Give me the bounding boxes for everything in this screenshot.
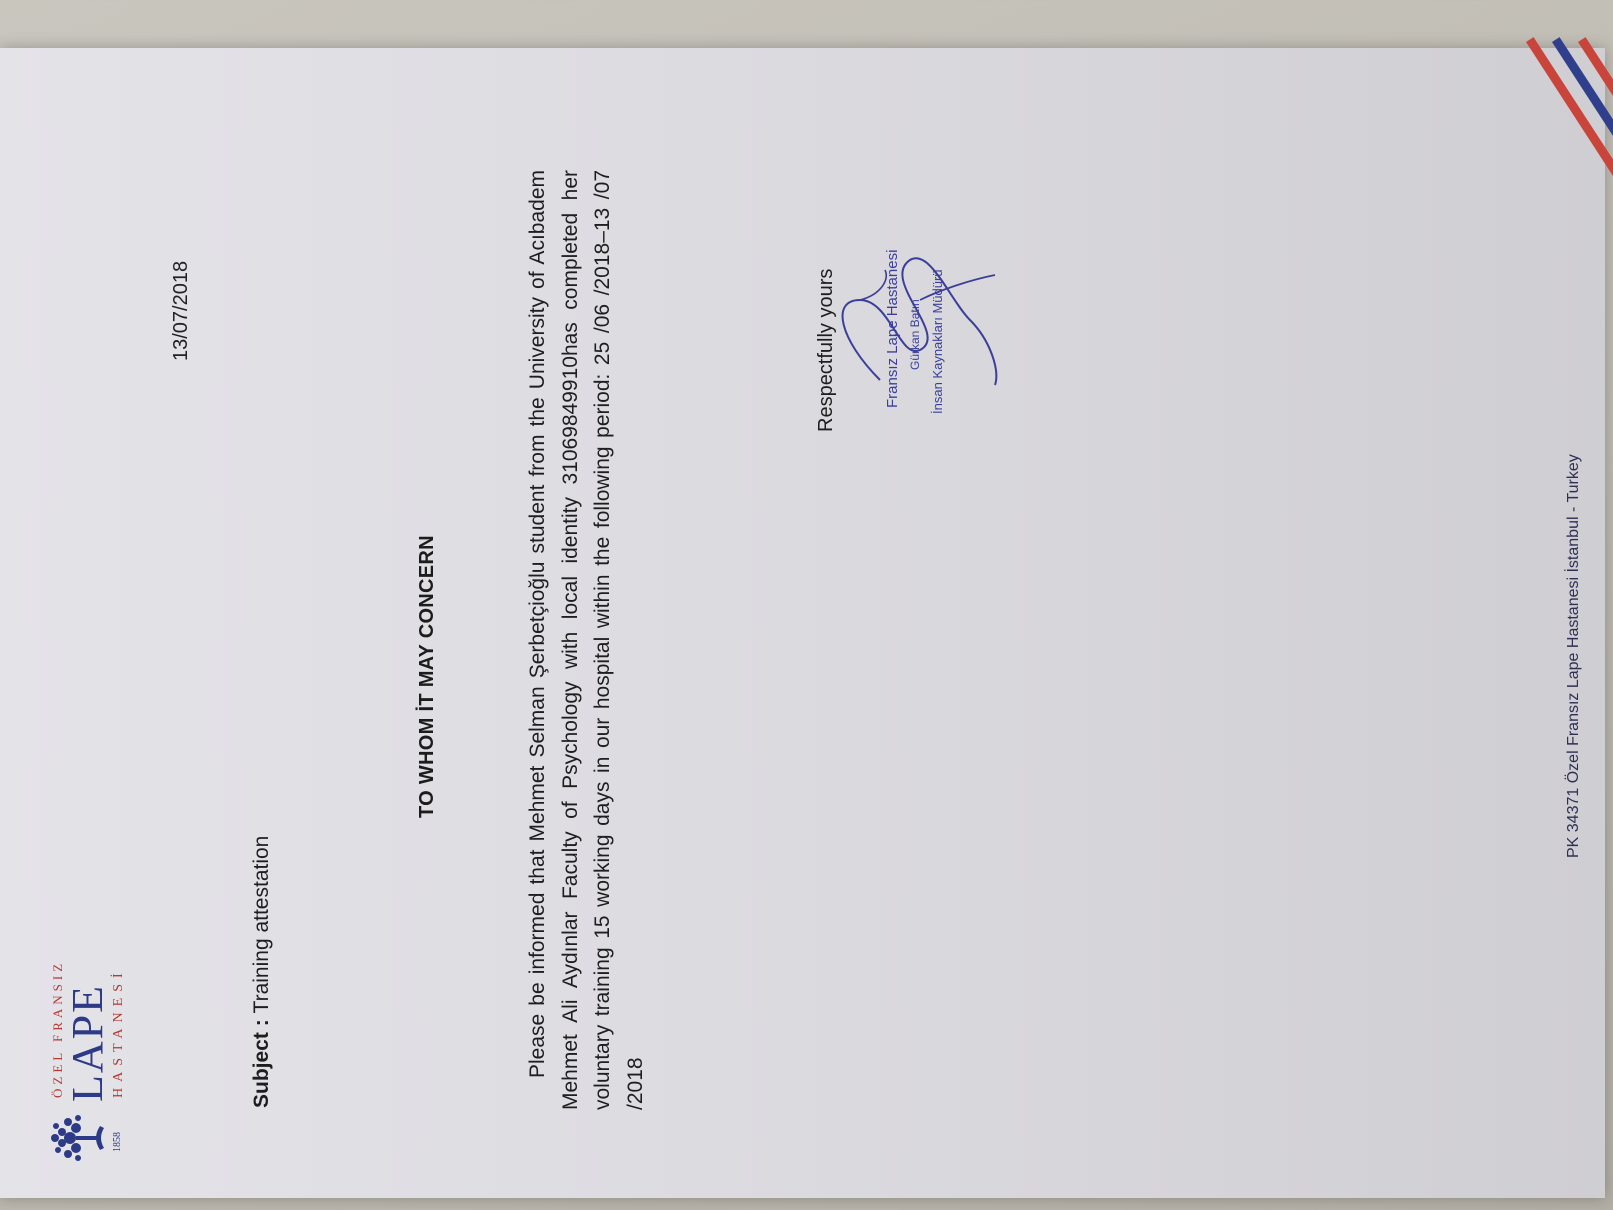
tree-logo-icon [51,1115,104,1161]
subject-line [250,836,274,1108]
logo-line-2: LAPE [63,984,112,1102]
logo-year: 1858 [112,1132,123,1152]
subject-separator: : [250,1013,273,1033]
handwritten-signature [820,240,1020,400]
stamp-line-3: İnsan Kaynakları Müdürü [930,269,945,414]
stamp-line-2: Gürkan Batın [908,299,922,370]
subject-value: Training attestation [250,835,273,1014]
letterhead-logo [40,928,126,1168]
logo-line-3: HASTANESİ [111,967,126,1098]
letter-footer: PK 34371 Özel Fransız Lape Hastanesi İstanbul - Turkey [1565,454,1582,858]
subject-label: Subject [250,1032,273,1108]
logo-line-1: ÖZEL FRANSIZ [50,959,65,1098]
stamp-line-1: Fransız Lape Hastanesi [884,249,901,408]
letter-heading: TO WHOM İT MAY CONCERN [416,535,438,818]
letter-date: 13/07/2018 [170,260,192,361]
letter-page [0,48,1605,1198]
closing-line: Respectfully yours [815,268,837,432]
letter-body: Please be informed that Mehmet Selman Şerbetçioğlu student from the University of Acıbadem Mehmet Ali Aydınlar Faculty of Psychology with local identity 31069849910has completed her voluntary training 15 working days in our hospital within the following period: 25 /06 /2018–13 /07 /2018 [526,170,647,1110]
